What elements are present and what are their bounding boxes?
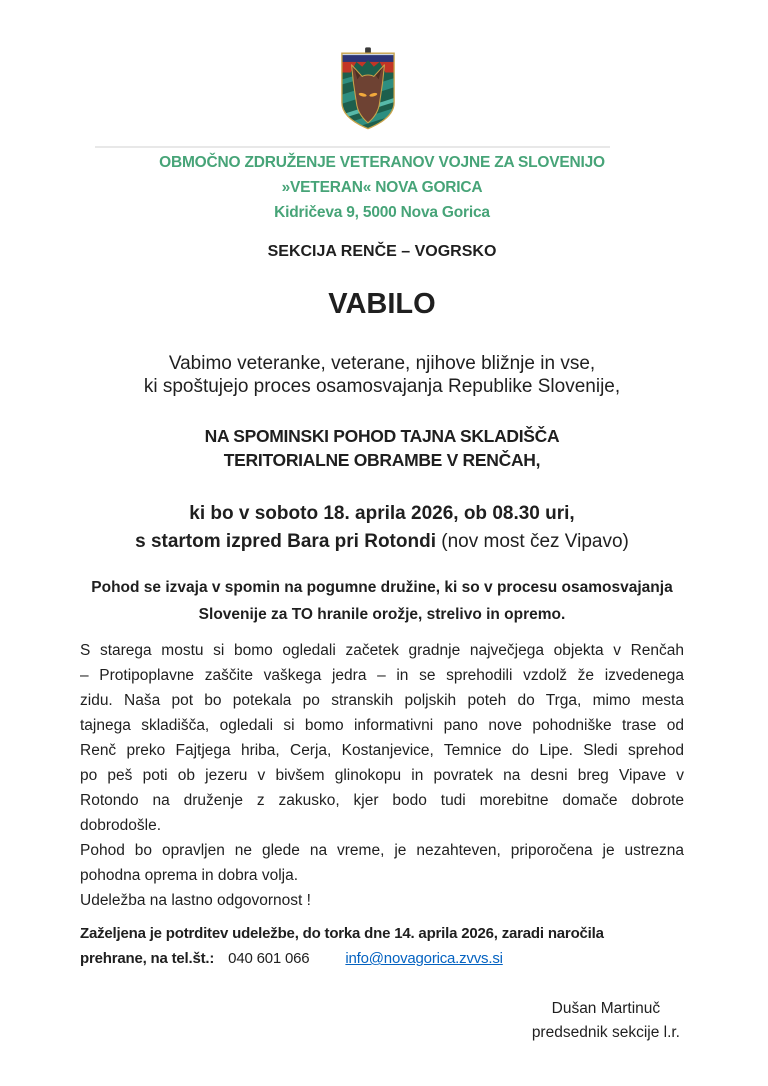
org-name-line: »VETERAN« NOVA GORICA <box>281 179 483 196</box>
dedication-line: Slovenije za TO hranile orožje, strelivo in opremo. <box>198 606 566 623</box>
event-title-line: TERITORIALNE OBRAMBE V RENČAH, <box>223 450 541 470</box>
org-name-line: OBMOČNO ZDRUŽENJE VETERANOV VOJNE ZA SLOVENIJO <box>159 154 605 171</box>
body-line: zidu. Naša pot bo potekala po stranskih poljskih poteh do Trga, mimo mesta <box>80 692 684 709</box>
dedication-line: Pohod se izvaja v spomin na pogumne družine, ki so v procesu osamosvajanja <box>91 579 673 596</box>
body-line: – Protipoplavne zaščite vaškega jedra – in se sprehodili vzdolž že izvedenega <box>80 667 684 684</box>
signature-role: predsednik sekcije l.r. <box>531 1024 680 1041</box>
body-line: pohodna oprema in dobra volja. <box>80 867 299 884</box>
phone-number: 040 601 066 <box>228 950 310 967</box>
schedule-start-bold: s startom izpred Bara pri Rotondi <box>135 531 436 552</box>
event-title-line: NA SPOMINSKI POHOD TAJNA SKLADIŠČA <box>204 426 560 446</box>
body-line: S starega mostu si bomo ogledali začetek gradnje največjega objekta v Renčah <box>80 642 684 659</box>
invitation-title: VABILO <box>328 288 436 320</box>
logo-container <box>66 46 670 134</box>
veteran-fox-crest-icon <box>339 46 397 132</box>
contact-phone-label: prehrane, na tel.št.: <box>80 950 215 967</box>
schedule-date-line: ki bo v soboto 18. aprila 2026, ob 08.30 uri, <box>189 503 575 524</box>
dedication-block <box>80 574 684 628</box>
document-content <box>80 46 684 1045</box>
contact-block <box>80 921 684 971</box>
body-paragraph <box>80 638 684 913</box>
event-title-block <box>80 424 684 472</box>
body-line: dobrodošle. <box>80 817 162 834</box>
body-line: Renč preko Fajtjega hriba, Cerja, Kostanjevice, Temnice do Lipe. Sledi sprehod <box>80 742 684 759</box>
body-line: Pohod bo opravljen ne glede na vreme, je nezahteven, priporočena je ustrezna <box>80 842 684 859</box>
intro-block <box>80 352 684 398</box>
intro-line: ki spoštujejo proces osamosvajanja Republike Slovenije, <box>143 376 621 397</box>
schedule-block <box>80 500 684 556</box>
org-address-line: Kidričeva 9, 5000 Nova Gorica <box>274 204 490 221</box>
signature-block <box>80 997 684 1045</box>
signature-name: Dušan Martinuč <box>551 1000 661 1017</box>
contact-line <box>80 946 684 971</box>
schedule-start-note: (nov most čez Vipavo) <box>435 531 629 552</box>
section-title: SEKCIJA RENČE – VOGRSKO <box>267 243 497 260</box>
intro-line: Vabimo veteranke, veterane, njihove bližnje in vse, <box>168 353 596 374</box>
body-line: Udeležba na lastno odgovornost ! <box>80 892 311 909</box>
schedule-start-line <box>80 528 684 556</box>
email-link[interactable]: info@novagorica.zvvs.si <box>345 950 503 967</box>
contact-line: Zaželjena je potrditev udeležbe, do torka dne 14. aprila 2026, zaradi naročila <box>80 925 604 942</box>
organization-header <box>80 150 684 225</box>
body-line: Rotondo na druženje z zakusko, kjer bodo tudi morebitne domače dobrote <box>80 792 684 809</box>
body-line: tajnega skladišča, ogledali si bomo informativni pano nove pohodniške trase od <box>80 717 684 734</box>
body-line: po peš poti ob jezeru v bivšem glinokopu in povratek na desni breg Vipave v <box>80 767 684 784</box>
